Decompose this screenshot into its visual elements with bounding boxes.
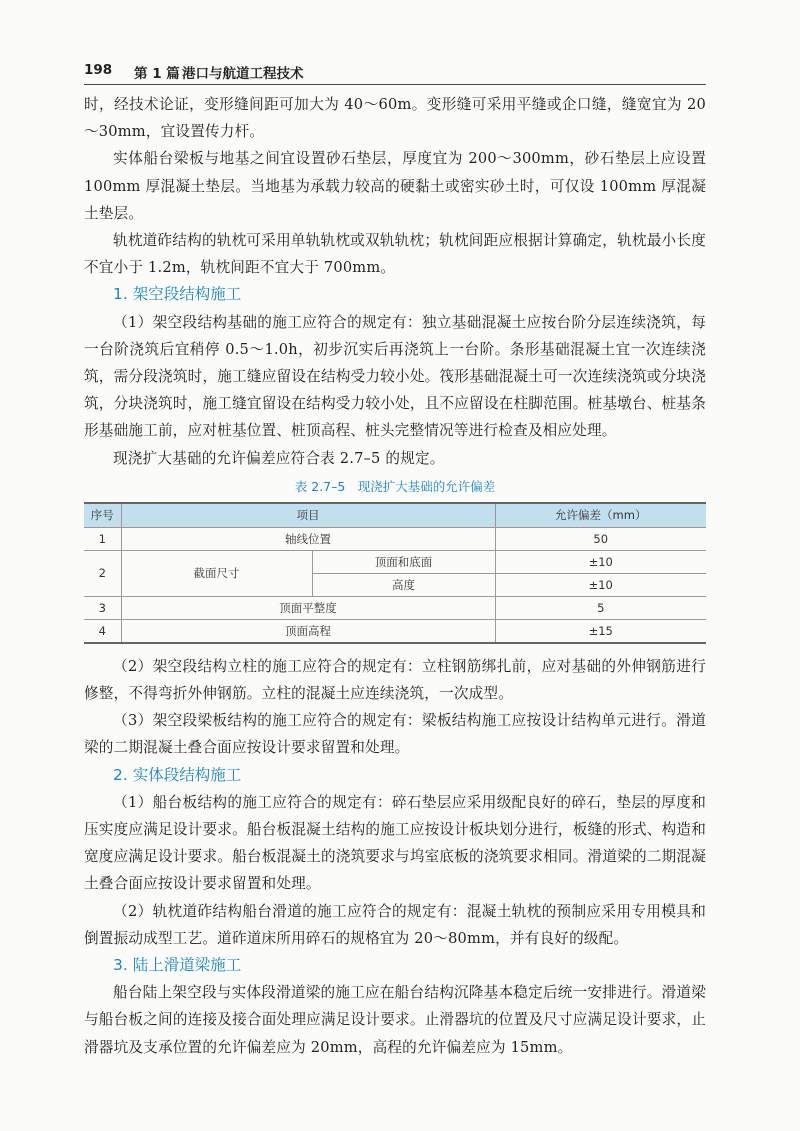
paragraph: 轨枕道砟结构的轨枕可采用单轨轨枕或双轨轨枕；轨枕间距应根据计算确定，轨枕最小长度不宜小于 1.2m，轨枕间距不宜大于 700mm。 [84,232,706,277]
table-row [84,619,706,643]
cell-item: 顶面平整度 [121,596,495,619]
part-title: 港口与航道工程技术 [182,66,304,82]
table-row [84,527,706,550]
cell-item: 顶面高程 [121,619,495,643]
header-tolerance: 允许偏差（mm） [495,503,706,528]
cell-no: 4 [84,619,121,643]
page-body [84,91,706,1061]
paragraph: 船台陆上架空段与实体段滑道梁的施工应在船台结构沉降基本稳定后统一安排进行。滑道梁与船台板之间的连接及接合面处理应满足设计要求。止滑器坑的位置及尺寸应满足设计要求，止滑器坑及支承位置的允许偏差应为 20mm，高程的允许偏差应为 15mm。 [84,984,706,1056]
part-label: 第 1 篇 [134,66,180,82]
cell-value: 5 [495,596,706,619]
cell-subitem: 高度 [312,573,495,596]
cell-item: 截面尺寸 [121,550,312,596]
cell-value: 50 [495,527,706,550]
running-header [84,58,706,85]
paragraph-continued: 时，经技术论证，变形缝间距可加大为 40～60m。变形缝可采用平缝或企口缝，缝宽宜为 20～30mm，宜设置传力杆。 [84,96,706,141]
section-heading-1: 1. 架空段结构施工 [113,285,242,304]
paragraph: （1）船台板结构的施工应符合的规定有：碎石垫层应采用级配良好的碎石，垫层的厚度和压实度应满足设计要求。船台板混凝土结构的施工应按设计板块划分进行，板缝的形式、构造和宽度应满足设计要求。船台板混凝土的浇筑要求与坞室底板的浇筑要求相同。滑道梁的二期混凝土叠合面应按设计要求留置和处理。 [84,793,706,893]
section-heading-2: 2. 实体段结构施工 [113,765,242,784]
section-heading-3: 3. 陆上滑道梁施工 [113,956,242,975]
table-row [84,550,706,573]
cell-subitem: 顶面和底面 [312,550,495,573]
table-caption: 表 2.7–5 现浇扩大基础的允许偏差 [294,478,496,494]
paragraph: 实体船台梁板与地基之间宜设置砂石垫层，厚度宜为 200～300mm，砂石垫层上应设置 100mm 厚混凝土垫层。当地基为承载力较高的硬黏土或密实砂土时，可仅设 100mm 厚混凝土垫层。 [84,150,706,222]
paragraph: （2）架空段结构立柱的施工应符合的规定有：立柱钢筋绑扎前，应对基础的外伸钢筋进行修整，不得弯折外伸钢筋。立柱的混凝土应连续浇筑，一次成型。 [84,657,706,703]
header-no: 序号 [84,503,121,528]
cell-item: 轴线位置 [121,527,495,550]
cell-value: ±15 [495,619,706,643]
cell-no: 3 [84,596,121,619]
cell-no: 1 [84,527,121,550]
header-item: 项目 [121,503,495,528]
table-header-row [84,503,706,528]
table-row [84,596,706,619]
paragraph: （1）架空段结构基础的施工应符合的规定有：独立基础混凝土应按台阶分层连续浇筑，每一台阶浇筑后宜稍停 0.5～1.0h，初步沉实后再浇筑上一台阶。条形基础混凝土宜一次连续浇筑，需分段浇筑时，施工缝应留设在结构受力较小处。筏形基础混凝土可一次连续浇筑或分块浇筑，分块浇筑时，施工缝宜留设在结构受力较小处，且不应留设在柱脚范围。桩基墩台、桩基条形基础施工前，应对桩基位置、桩顶高程、桩头完整情况等进行检查及相应处理。 [84,313,706,440]
paragraph: （3）架空段梁板结构的施工应符合的规定有：梁板结构施工应按设计结构单元进行。滑道梁的二期混凝土叠合面应按设计要求留置和处理。 [84,712,706,757]
cell-value: ±10 [495,573,706,596]
paragraph: 现浇扩大基础的允许偏差应符合表 2.7–5 的规定。 [113,449,445,467]
cell-no: 2 [84,550,121,596]
paragraph: （2）轨枕道砟结构船台滑道的施工应符合的规定有：混凝土轨枕的预制应采用专用模具和倒置振动成型工艺。道砟道床所用碎石的规格宜为 20～80mm，并有良好的级配。 [84,902,706,947]
cell-value: ±10 [495,550,706,573]
tolerance-table [84,502,706,644]
page-number: 198 [84,62,113,78]
